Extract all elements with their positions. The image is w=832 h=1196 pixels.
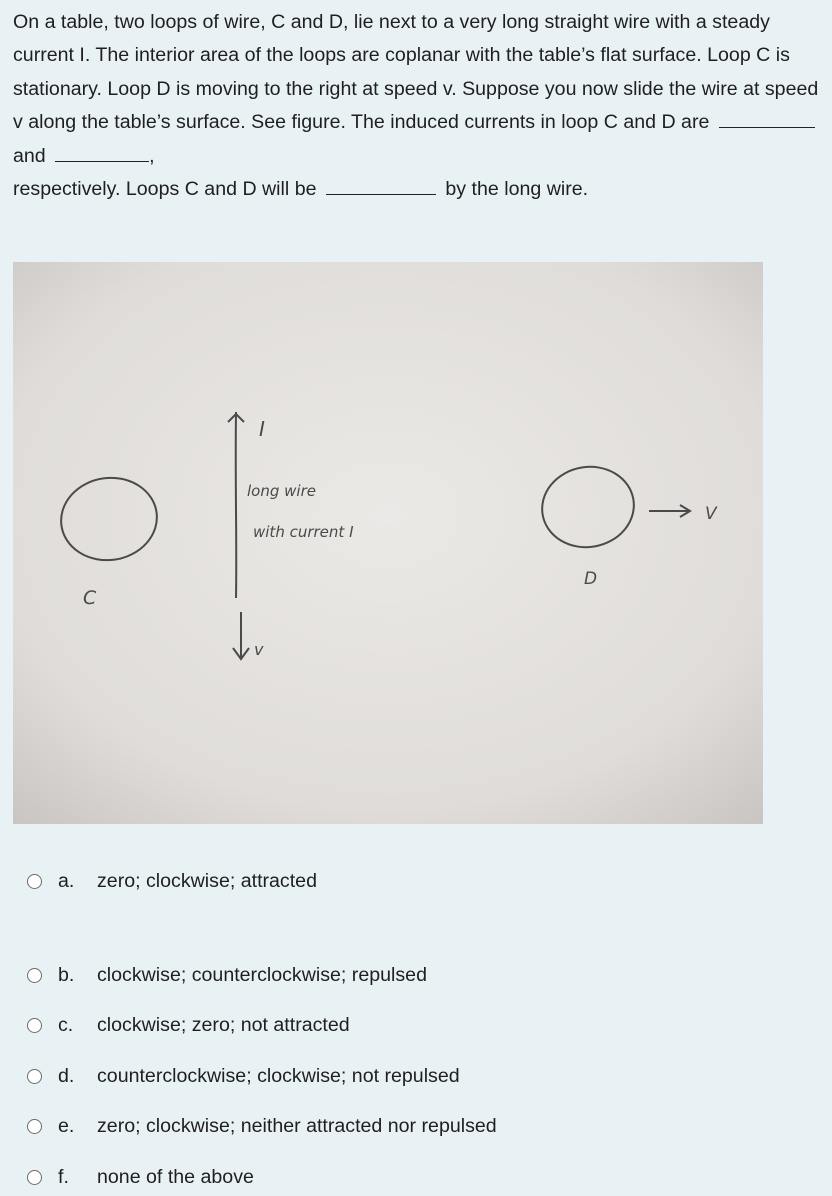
- option-e-letter: e.: [58, 1114, 75, 1137]
- option-d[interactable]: [27, 1063, 460, 1089]
- wire-label-line-1: long wire: [247, 482, 316, 500]
- option-f-text: none of the above: [97, 1165, 254, 1188]
- wire-label-line-2: with current I: [253, 523, 354, 541]
- radio-b[interactable]: [27, 968, 42, 983]
- option-d-text: counterclockwise; clockwise; not repulsed: [97, 1064, 460, 1087]
- option-e-text: zero; clockwise; neither attracted nor repulsed: [97, 1114, 497, 1137]
- long-wire: [236, 412, 237, 598]
- option-c[interactable]: [27, 1012, 350, 1038]
- loop-velocity-label: V: [705, 504, 717, 524]
- option-a[interactable]: [27, 868, 317, 894]
- option-a-text: zero; clockwise; attracted: [97, 869, 317, 892]
- question-part-5: by the long wire.: [445, 178, 589, 201]
- option-c-text: clockwise; zero; not attracted: [97, 1013, 350, 1036]
- current-label: I: [259, 417, 265, 441]
- option-e[interactable]: [27, 1113, 497, 1139]
- radio-d[interactable]: [27, 1069, 42, 1084]
- radio-a[interactable]: [27, 874, 42, 889]
- option-b-letter: b.: [58, 963, 75, 986]
- question-part-2: and: [13, 144, 46, 167]
- option-c-letter: c.: [58, 1013, 74, 1036]
- wire-velocity-label: v: [254, 640, 264, 659]
- option-b-text: clockwise; counterclockwise; repulsed: [97, 963, 427, 986]
- paper-background: [13, 262, 763, 824]
- question-part-1: On a table, two loops of wire, C and D, lie next to a very long straight wire with a steady current I. The interior area of the loops are coplanar with the table’s flat surface. Loop C is stationary. Loop D is moving to the right at speed v. Suppose you now slide the wire at speed v along the table’s surface. See figure. The induced currents in loop C and D are: [13, 11, 819, 134]
- option-b[interactable]: [27, 962, 427, 988]
- option-a-letter: a.: [58, 869, 75, 892]
- figure-drawing: [13, 262, 763, 824]
- loop-c-label: C: [83, 587, 97, 609]
- loop-d-label: D: [584, 569, 598, 589]
- option-f-letter: f.: [58, 1165, 69, 1188]
- blank-3: [326, 175, 436, 195]
- question-text: [13, 6, 823, 206]
- question-part-3: ,: [149, 144, 155, 167]
- radio-e[interactable]: [27, 1119, 42, 1134]
- radio-f[interactable]: [27, 1170, 42, 1185]
- radio-c[interactable]: [27, 1018, 42, 1033]
- option-d-letter: d.: [58, 1064, 75, 1087]
- question-figure: [13, 262, 763, 824]
- blank-2: [55, 142, 149, 162]
- option-f[interactable]: [27, 1164, 254, 1190]
- question-part-4: respectively. Loops C and D will be: [13, 178, 317, 201]
- blank-1: [719, 108, 815, 128]
